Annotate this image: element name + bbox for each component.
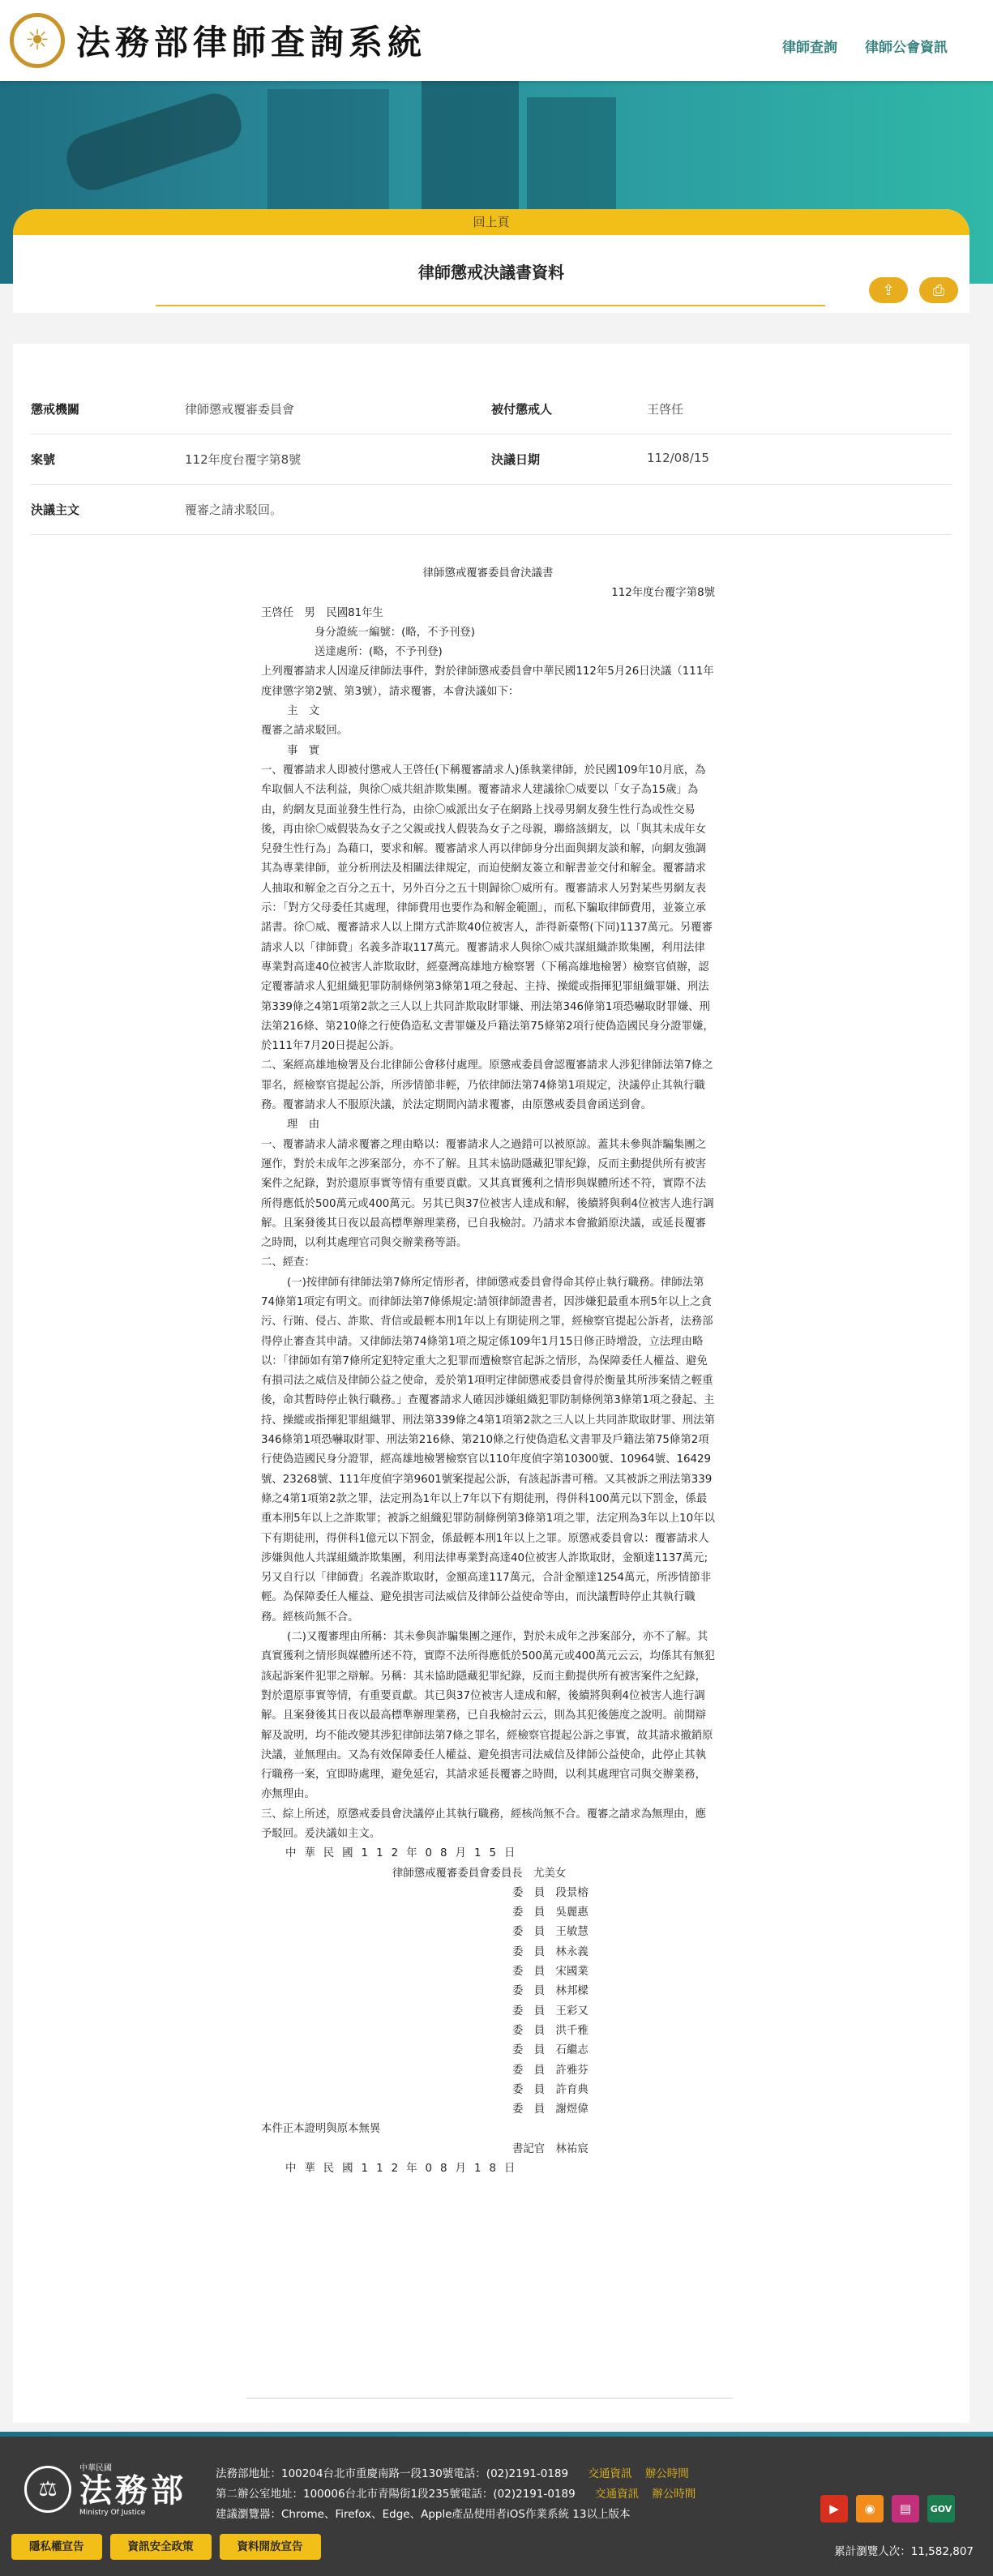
export-icon: ⇪ [882,281,895,299]
nav-bar-association[interactable]: 律師公會資訊 [865,40,948,56]
member-line: 委 員 林邦樑 [512,1985,589,1998]
security-policy-button[interactable]: 資訊安全政策 [110,2534,212,2560]
doc-party-line: 送達處所：(略，不予刊登) [315,646,443,659]
doc-date-line: 中華民國112年08月15日 [285,1847,524,1860]
info-row [31,384,952,434]
info-row [31,434,952,485]
date-value: 112/08/15 [647,451,709,465]
address-line: 法務部地址：100204台北市重慶南路一段130號電話：(02)2191-0189 [216,2467,569,2480]
title-underline [156,305,825,306]
member-line: 委 員 林永義 [512,1945,589,1958]
moj-small-text: 中華民國 [79,2464,112,2473]
footer-address [216,2464,696,2525]
traffic-link[interactable]: 交通資訊 [594,2488,639,2501]
moj-logo[interactable] [24,2461,186,2517]
nav-lawyer-search[interactable]: 律師查詢 [782,40,837,56]
youtube-icon[interactable]: ▶ [820,2495,848,2523]
doc-paragraph: 二、經查： [261,1256,315,1269]
doc-chair-line: 律師懲戒覆審委員會委員長 尤美女 [392,1867,567,1880]
case-label: 案號 [31,452,56,467]
member-line: 委 員 王敏慧 [512,1926,589,1939]
member-line: 委 員 謝煜偉 [512,2103,589,2116]
ebook-icon[interactable]: ▤ [892,2495,919,2523]
address-line: 第二辦公室地址：100006台北市青陽街1段235號電話：(02)2191-0189 [216,2488,576,2501]
hours-link[interactable]: 辦公時間 [644,2467,689,2480]
print-icon: ⎙ [932,281,945,299]
title-card [13,209,969,313]
doc-party-line: 王啓任 男 民國81年生 [261,606,383,619]
gavel-image [61,88,248,197]
doc-facts-heading: 事 實 [287,744,320,757]
date-label: 決議日期 [491,452,541,467]
top-nav [782,36,948,56]
decision-document [261,564,715,2179]
doc-case-no: 112年度台覆字第8號 [611,587,715,600]
doc-paragraph: 一、覆審請求人請求覆審之理由略以：覆審請求人之過錯可以被原諒。蓋其未參與詐騙集團之運作，對於未成年之涉案部分，亦不了解。且其未協助隱藏犯罪紀錄，反而主動提供所有被害案件之紀錄，對於還原事實等情有重要貢獻。又其真實獲利之情形與媒體所述不符，實際不法所得應低於500萬元或400萬元。另其已與37位被害人達成和解，後續將與剩4位被害人進行調解。且案發後其日夜以最高標準辦理業務，已自我檢討。乃請求本會撤銷原決議，或延長覆審之時間，以利其處理官司與交辦業務等語。 [261,1138,714,1250]
moj-seal-icon: ⚖ [24,2466,71,2513]
moj-english: Ministry Of Justice [79,2509,146,2517]
member-line: 委 員 吳麗惠 [512,1906,589,1919]
doc-date-line: 中華民國112年08月18日 [285,2163,524,2176]
member-list [261,1884,715,2120]
main-label: 決議主文 [31,503,80,517]
member-line: 委 員 洪千雅 [512,2024,589,2037]
doc-heading: 律師懲戒覆審委員會決議書 [422,567,554,580]
gov-icon[interactable]: GOV [927,2495,955,2523]
doc-clerk: 書記官 林祐宸 [512,2142,589,2155]
doc-main-text: 覆審之請求駁回。 [261,725,349,738]
respondent-value: 王啓任 [647,402,684,417]
case-value: 112年度台覆字第8號 [185,452,302,467]
doc-paragraph: 二、案經高雄地檢署及台北律師公會移付處理。原懲戒委員會認覆審請求人涉犯律師法第7條之罪名，經檢察官提起公訴，所涉情節非輕，乃依律師法第74條第1項規定，決議停止其執行職務。覆審請求人不服原決議，於法定期間內請求覆審，由原懲戒委員會函送到會。 [261,1059,713,1112]
privacy-button[interactable]: 隱私權宣告 [11,2534,102,2560]
footer-stripe [0,2432,993,2437]
hours-link[interactable]: 辦公時間 [652,2488,696,2501]
info-table [31,384,952,535]
main-value: 覆審之請求駁回。 [185,503,283,517]
member-line: 委 員 石繼志 [512,2044,589,2057]
doc-paragraph: 一、覆審請求人即被付懲戒人王啓任(下稱覆審請求人)係執業律師，於民國109年10月底，為牟取個人不法利益，與徐〇威共組詐欺集團。覆審請求人建議徐〇威要以「女子為15歲」為由，約網友見面並發生性行為，由徐〇威派出女子在網路上找尋男網友發生性行為或性交易後，再由徐〇威假裝為女子之父親或找人假裝為女子之母親，聯絡該網友，以「與其未成年女兒發生性行為」為藉口，要求和解。覆審請求人再以律師身分出面與網友談和解，向網友強調其為專業律師，並分析刑法及相關法律規定，而迫使網友簽立和解書並交付和解金。覆審請求人抽取和解金之百分之五十，另外百分之五十則歸徐〇威所有。覆審請求人另對某些男網友表示：「對方父母委任其處理，律師費用也要作為和解金範圍」，而私下騙取律師費用，並簽立承諾書。徐〇威、覆審請求人以上開方式詐欺40位被害人，詐得新臺幣(下同)1137萬元。另覆審請求人以「律師費」名義多詐取117萬元。覆審請求人與徐〇威共謀組織詐欺集團，利用法律專業對高達40位被害人詐欺取財，經臺灣高雄地方檢察署（下稱高雄地檢署）檢察官偵辦，認定覆審請求人犯組織犯罪防制條例第3條第1項之發起、主持、操縱或指揮犯罪組織罪嫌、刑法第339條之4第1項第2款之三人以上共同詐欺取財罪嫌、刑法第346條第1項恐嚇取財罪嫌、刑法第216條、第210條之行使偽造私文書罪嫌及戶籍法第75條第2項行使偽造國民身分證罪嫌，於111年7月20日提起公訴。 [261,764,714,1053]
social-links [820,2495,955,2523]
moj-emblem-icon: ☀ [10,13,65,68]
site-footer [0,2432,993,2576]
agency-label: 懲戒機關 [31,402,80,417]
visit-counter: 累計瀏覽人次：11,582,807 [834,2545,974,2558]
site-header [0,0,993,81]
member-line: 委 員 許育典 [512,2083,589,2096]
browser-note: 建議瀏覽器：Chrome、Firefox、Edge、Apple產品使用者iOS作業系統 13以上版本 [216,2508,631,2521]
info-row [31,485,952,535]
doc-paragraph: (一)按律師有律師法第7條所定情形者，律師懲戒委員會得命其停止執行職務。律師法第74條第1項定有明文。而律師法第7條係規定:請領律師證書者，因涉嫌犯最重本刑5年以上之貪污、行賄、侵占、詐欺、背信或最輕本刑1年以上有期徒刑之罪，經檢察官提起公訴者，法務部得停止審查其申請。又律師法第74條第1項之規定係109年1月15日修正時增設，立法理由略以：「律師如有第7條所定犯特定重大之犯罪而遭檢察官起訴之情形，為保障委任人權益、避免有損司法之威信及律師公益之使命，爰於第1項明定律師懲戒委員會得於衡量其所涉案情之輕重後，命其暫時停止執行職務。」查覆審請求人確因涉嫌組織犯罪防制條例第3條第1項之發起、主持、操縱或指揮犯罪組織罪、刑法第339條之4第1項第2款之三人以上共同詐欺取財罪、刑法第346條第1項恐嚇取財罪、刑法第216條、第210條之行使偽造私文書罪及戶籍法第75條第2項行使偽造國民身分證罪，經高雄地檢署檢察官以110年度偵字第10300號、10964號、16429號、23268號、111年度偵字第9601號案提起公訴，有該起訴書可稽。又其被訴之刑法第339條之4第1項第2款之罪，法定刑為1年以上7年以下有期徒刑，得併科100萬元以下罰金，係最重本刑5年以上之詐欺罪；被訴之組織犯罪防制條例第3條第1項之罪，法定刑為3年以上10年以下有期徒刑，得併科1億元以下罰金，係最輕本刑1年以上之罪。原懲戒委員會以：覆審請求人涉嫌與他人共謀組織詐欺集團，利用法律專業對高達40位被害人詐欺取財，金額達1137萬元;另又自行以「律師費」名義詐欺取財，金額高達117萬元，合計金額達1254萬元，所涉情節非輕。為保障委任人權益、避免損害司法威信及律師公益使命等由，而決議暫時停止其執行職務。經核尚無不合。 [261,1276,715,1624]
print-button[interactable] [919,277,958,303]
doc-paragraph: (二)又覆審理由所稱：其未參與詐騙集團之運作，對於未成年之涉案部分，亦不了解。其真實獲利之情形與媒體所述不符，實際不法所得應低於500萬元或400萬元云云，均係其有無犯該起訴案件犯罪之辯解。另稱：其未協助隱藏犯罪紀錄，反而主動提供所有被害案件之紀錄，對於還原事實等情，有重要貢獻。其已與37位被害人達成和解，後續將與剩4位被害人進行調解。且案發後其日夜以最高標準辦理業務，已自我檢討云云，則為其犯後態度之說明。前開辯解及說明，均不能改變其涉犯律師法第7條之罪名，經檢察官提起公訴之事實，故其請求撤銷原決議，並無理由。又為有效保障委任人權益、避免損害司法威信及律師公益使命，此停止其執行職務一案，宜即時處理，避免延宕，其請求延長覆審之時間，以利其處理官司與交辦業務，亦無理由。 [261,1631,715,1801]
doc-reasons-heading: 理 由 [287,1119,320,1132]
rss-icon[interactable]: ◉ [856,2495,884,2523]
respondent-label: 被付懲戒人 [491,402,553,417]
doc-main-heading: 主 文 [287,705,320,718]
open-data-button[interactable]: 資料開放宣告 [220,2534,321,2560]
doc-paragraph: 三、綜上所述，原懲戒委員會決議停止其執行職務，經核尚無不合。覆審之請求為無理由，應予駁回。爰決議如主文。 [261,1808,707,1840]
agency-value: 律師懲戒覆審委員會 [185,402,295,417]
member-line: 委 員 王彩又 [512,2005,589,2018]
footer-buttons [11,2534,321,2560]
moj-name: 法務部 [79,2471,186,2510]
back-button[interactable]: 回上頁 [13,209,969,235]
content-panel [13,344,969,2423]
member-line: 委 員 段景榕 [512,1886,589,1899]
site-logo[interactable] [10,13,426,68]
export-button[interactable] [869,277,908,303]
member-line: 委 員 宋國業 [512,1966,589,1979]
doc-party-line: 身分證統一編號：(略，不予刊登) [315,626,475,639]
doc-intro: 上列覆審請求人因違反律師法事件，對於律師懲戒委員會中華民國112年5月26日決議（111年度律懲字第2號、第3號），請求覆審，本會決議如下： [261,665,714,698]
page-title: 律師懲戒決議書資料 [418,263,564,282]
doc-certify: 本件正本證明與原本無異 [261,2123,381,2136]
traffic-link[interactable]: 交通資訊 [588,2467,632,2480]
member-line: 委 員 許雅芬 [512,2064,589,2077]
site-title: 法務部律師查詢系統 [76,23,427,62]
